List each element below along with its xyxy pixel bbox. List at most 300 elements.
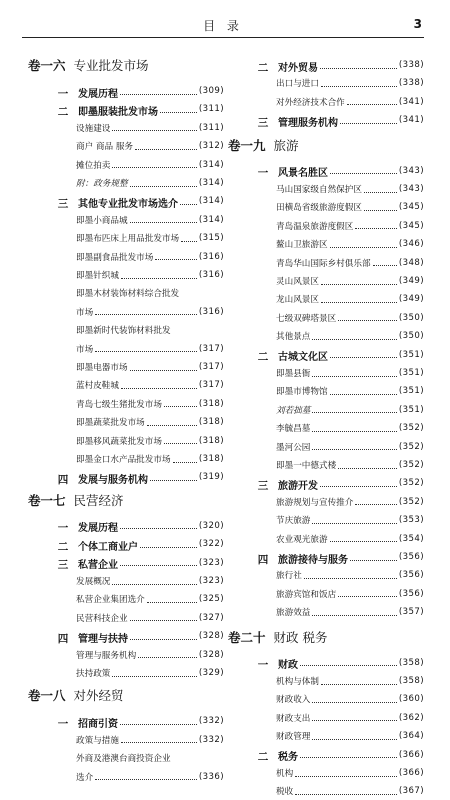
dot-leader: [95, 314, 197, 315]
subsection-title: 即墨金口水产品批发市场: [76, 455, 171, 465]
subsection-title: 鳌山卫旅游区: [276, 240, 328, 251]
subsection-entry: [228, 530, 424, 548]
subsection-title: 出口与进口: [276, 79, 319, 90]
subsection-entry: [228, 690, 424, 708]
page-ref: (352): [398, 423, 424, 434]
section-label: [228, 161, 328, 180]
subsection-title: 旅游宾馆和饭店: [276, 589, 337, 600]
page-ref: (322): [198, 539, 224, 550]
volume-title: 专业批发市场: [73, 58, 149, 73]
page-ref: (356): [398, 588, 424, 599]
subsection-title: 即墨电器市场: [76, 363, 128, 373]
page-ref: (346): [398, 239, 424, 250]
dot-leader: [321, 684, 397, 685]
section-title: 管理与扶持: [78, 633, 128, 645]
dot-leader: [120, 528, 197, 529]
subsection-title: 即墨移风蔬菜批发市场: [76, 436, 162, 447]
page-ref: (351): [398, 368, 424, 378]
subsection-entry: [28, 229, 224, 247]
section-label: [28, 100, 158, 119]
dot-leader: [147, 425, 197, 426]
dot-leader: [130, 639, 197, 640]
section-entry: [28, 712, 224, 730]
subsection-entry: [28, 590, 224, 608]
page-ref: (349): [398, 294, 424, 305]
subsection-title: 税收: [276, 787, 294, 798]
section-number: 三: [57, 197, 69, 210]
dot-leader: [130, 222, 197, 223]
subsection-entry: [228, 566, 424, 584]
page-ref: (351): [398, 404, 424, 415]
subsection-entry: [228, 401, 424, 419]
section-number: 一: [257, 167, 269, 180]
dot-leader: [321, 302, 397, 303]
page-ref: (317): [198, 362, 224, 372]
section-title: 发展历程: [78, 88, 118, 100]
subsection-title: 农业观光旅游: [276, 534, 328, 545]
page-title: 目 录: [203, 19, 243, 33]
dot-leader: [121, 278, 197, 279]
dot-leader: [95, 351, 197, 352]
dot-leader: [164, 443, 197, 444]
dot-leader: [130, 186, 197, 187]
section-title: 风景名胜区: [278, 168, 328, 180]
page-ref: (318): [198, 435, 224, 446]
section-label: [28, 516, 118, 535]
subsection-entry: [228, 74, 424, 92]
subsection-title: 青岛七级生猪批发市场: [76, 399, 162, 410]
section-label: [228, 474, 318, 493]
subsection-title: 扶持政策: [76, 669, 111, 679]
page-ref: (314): [198, 214, 224, 225]
subsection-entry: [28, 358, 224, 376]
subsection-title: 市场: [76, 307, 94, 318]
section-number: 二: [257, 351, 269, 364]
volume-heading: [28, 491, 224, 509]
subsection-entry: [228, 235, 424, 253]
section-entry: [28, 468, 224, 486]
page-ref: (311): [198, 122, 224, 133]
page-ref: (345): [398, 220, 424, 231]
subsection-title: 附：政务规整: [76, 179, 128, 189]
page-ref: (332): [198, 734, 224, 745]
subsection-title: 摊位拍卖: [76, 160, 111, 171]
dot-leader: [330, 357, 397, 358]
subsection-title: 机构与体制: [276, 677, 319, 687]
subsection-title: 蓝村皮鞋城: [76, 381, 119, 392]
page-ref: (314): [198, 178, 224, 188]
dot-leader: [95, 779, 197, 780]
dot-leader: [347, 104, 397, 105]
subsection-entry: [28, 432, 224, 450]
page-ref: (351): [398, 349, 424, 360]
page-ref: (349): [398, 276, 424, 286]
page-ref: (320): [198, 520, 224, 531]
page-ref: (316): [198, 251, 224, 262]
page-ref: (348): [398, 257, 424, 268]
section-label: [228, 56, 318, 75]
subsection-title: 市场: [76, 344, 94, 355]
volume-label: 卷一九 旅游: [228, 137, 299, 153]
subsection-entry: [28, 768, 224, 786]
section-number: 三: [257, 479, 269, 492]
dot-leader: [138, 657, 197, 658]
subsection-title: 青岛华山国际乡村俱乐部: [276, 258, 371, 269]
page-ref: (352): [398, 496, 424, 507]
subsection-entry: [228, 493, 424, 511]
dot-leader: [300, 665, 397, 666]
page-ref: (360): [398, 694, 424, 705]
page-ref: (367): [398, 786, 424, 797]
dot-leader: [338, 320, 397, 321]
section-number: 二: [57, 105, 69, 118]
page-ref: (358): [398, 657, 424, 668]
section-number: 四: [257, 553, 269, 566]
dot-leader: [112, 676, 197, 677]
subsection-entry: [228, 456, 424, 474]
section-number: 二: [57, 540, 69, 553]
dot-leader: [330, 173, 397, 174]
dot-leader: [155, 259, 197, 260]
page-ref: (309): [198, 86, 224, 96]
section-title: 发展历程: [78, 523, 118, 535]
page-ref: (318): [198, 398, 224, 409]
dot-leader: [364, 192, 397, 193]
subsection-title: 即墨蔬菜批发市场: [76, 418, 145, 429]
section-entry: [228, 548, 424, 566]
subsection-entry: [228, 438, 424, 456]
dot-leader: [321, 284, 397, 285]
section-title: 招商引资: [78, 718, 118, 730]
dot-leader: [121, 742, 197, 743]
page-ref: (319): [198, 472, 224, 483]
dot-leader: [330, 394, 397, 395]
section-title: 对外贸易: [278, 62, 318, 74]
subsection-title: 李毓昌墓: [276, 424, 311, 435]
subsection-entry: [28, 413, 224, 431]
section-entry: [228, 474, 424, 492]
subsection-entry: [228, 290, 424, 308]
volume-title: 民营经济: [73, 492, 124, 508]
section-label: [228, 548, 348, 567]
subsection-title: 即墨市博物馆: [276, 387, 328, 398]
page-ref: (357): [398, 607, 424, 618]
section-number: 二: [257, 751, 269, 764]
subsection-title: 机构: [276, 769, 294, 779]
page-ref: (350): [398, 331, 424, 342]
dot-leader: [160, 112, 197, 113]
page-ref: (354): [398, 533, 424, 544]
section-number: 四: [57, 632, 69, 645]
dot-leader: [350, 560, 397, 561]
page-ref: (338): [398, 60, 424, 70]
dot-leader: [312, 412, 397, 413]
subsection-entry: [28, 119, 224, 137]
subsection-entry: [228, 272, 424, 290]
subsection-entry: [228, 709, 424, 727]
dot-leader: [338, 468, 397, 469]
section-number: 三: [257, 116, 269, 129]
subsection-title: 外商及港澳台商投资企业: [76, 754, 171, 765]
subsection-title: 即墨新时代装饰材料批发: [76, 326, 171, 337]
subsection-entry: [28, 340, 224, 358]
section-entry: [28, 554, 224, 572]
dot-leader: [304, 578, 397, 579]
subsection-title: 刘若拙墓: [276, 405, 311, 416]
page-ref: (318): [198, 454, 224, 464]
page-ref: (353): [398, 515, 424, 526]
section-entry: [228, 346, 424, 364]
dot-leader: [181, 241, 197, 242]
section-entry: [228, 162, 424, 180]
dot-leader: [112, 584, 197, 585]
section-entry: [28, 535, 224, 553]
page-ref: (336): [198, 771, 224, 782]
page-ref: (325): [198, 594, 224, 605]
section-entry: [28, 192, 224, 210]
page-ref: (316): [198, 270, 224, 280]
subsection-entry: [228, 603, 424, 621]
dot-leader: [312, 339, 397, 340]
subsection-entry: [28, 211, 224, 229]
dot-leader: [180, 204, 197, 205]
page-ref: (343): [398, 184, 424, 194]
section-entry: [228, 654, 424, 672]
section-label: [28, 192, 178, 211]
subsection-title: 即墨针织城: [76, 271, 119, 281]
dot-leader: [373, 265, 397, 266]
section-title: 个体工商业户: [78, 541, 138, 553]
dot-leader: [312, 702, 397, 703]
page-ref: (329): [198, 668, 224, 678]
page-ref: (328): [198, 649, 224, 660]
dot-leader: [320, 68, 397, 69]
volume-title: 旅游: [273, 137, 299, 153]
subsection-entry: [228, 180, 424, 198]
page-header: [22, 16, 424, 38]
dot-leader: [312, 431, 397, 432]
volume-heading: [228, 136, 424, 154]
page-ref: (366): [398, 768, 424, 778]
subsection-entry: [28, 156, 224, 174]
subsection-title: 田横岛省级旅游度假区: [276, 203, 362, 214]
page-ref: (312): [198, 141, 224, 152]
dot-leader: [320, 486, 397, 487]
volume-label: 卷一八 对外经贸: [28, 688, 124, 704]
subsection-entry: [228, 217, 424, 235]
section-title: 旅游开发: [278, 480, 318, 492]
page-ref: (366): [398, 749, 424, 760]
section-title: 即墨服装批发市场: [78, 106, 158, 118]
volume-label: 卷一七 民营经济: [28, 492, 124, 508]
section-title: 旅游接待与服务: [278, 554, 348, 566]
subsection-title: 即墨小商品城: [76, 215, 128, 226]
subsection-title: 财政管理: [276, 732, 311, 743]
subsection-title: 灵山风景区: [276, 277, 319, 287]
page-ref: (356): [398, 552, 424, 562]
subsection-entry: [228, 254, 424, 272]
section-label: [28, 553, 118, 572]
subsection-entry: [28, 572, 224, 590]
page-ref: (314): [198, 159, 224, 170]
section-label: [228, 345, 328, 364]
dot-leader: [338, 596, 397, 597]
subsection-title: 青岛温泉旅游度假区: [276, 221, 354, 232]
subsection-entry: [228, 511, 424, 529]
page-ref: (343): [398, 165, 424, 176]
subsection-title: 民营科技企业: [76, 613, 128, 624]
section-entry: [228, 746, 424, 764]
dot-leader: [312, 523, 397, 524]
subsection-entry: [28, 609, 224, 627]
subsection-title: 选介: [76, 772, 94, 783]
dot-leader: [112, 167, 197, 168]
subsection-title: 私营企业集团选介: [76, 595, 145, 606]
page-ref: (318): [198, 417, 224, 428]
section-title: 管理服务机构: [278, 117, 338, 129]
section-label: [28, 627, 128, 646]
dot-leader: [120, 94, 197, 95]
volume-title: 财政 税务: [273, 629, 328, 645]
dot-leader: [130, 620, 197, 621]
dot-leader: [150, 480, 197, 481]
subsection-title: 即墨副食品批发市场: [76, 252, 154, 263]
dot-leader: [340, 123, 397, 124]
dot-leader: [312, 615, 397, 616]
dot-leader: [330, 247, 397, 248]
dot-leader: [120, 565, 197, 566]
page-ref: (317): [198, 343, 224, 354]
dot-leader: [312, 449, 397, 450]
page-ref: (311): [198, 104, 224, 115]
subsection-entry: [228, 727, 424, 745]
section-number: 一: [57, 87, 69, 100]
section-title: 财政: [278, 660, 298, 672]
section-entry: [28, 82, 224, 100]
dot-leader: [130, 370, 197, 371]
section-entry: [228, 111, 424, 129]
section-label: [28, 712, 118, 731]
subsection-title: 旅游效益: [276, 608, 311, 619]
subsection-entry: [28, 174, 224, 192]
subsection-entry: [28, 266, 224, 284]
page-ref: (323): [198, 557, 224, 568]
subsection-entry: [228, 364, 424, 382]
dot-leader: [364, 210, 397, 211]
subsection-title: 即墨县衙: [276, 369, 311, 379]
page-ref: (352): [398, 478, 424, 489]
section-entry: [28, 627, 224, 645]
subsection-entry: [28, 248, 224, 266]
dot-leader: [330, 541, 397, 542]
subsection-title: 其他景点: [276, 332, 311, 343]
page-ref: (327): [198, 612, 224, 623]
dot-leader: [164, 406, 197, 407]
volume-heading: [228, 628, 424, 646]
subsection-title: 即墨布匹床上用品批发市场: [76, 234, 180, 245]
page-ref: (316): [198, 306, 224, 317]
dot-leader: [140, 547, 197, 548]
section-label: [228, 111, 338, 130]
subsection-title: 政策与措施: [76, 735, 119, 746]
page-ref: (350): [398, 312, 424, 323]
subsection-entry: [28, 321, 224, 339]
section-title: 税务: [278, 752, 298, 764]
section-number: 一: [57, 717, 69, 730]
subsection-entry: [228, 198, 424, 216]
dot-leader: [135, 149, 197, 150]
subsection-entry: [228, 585, 424, 603]
subsection-entry: [28, 395, 224, 413]
page-ref: (362): [398, 712, 424, 723]
section-number: 一: [257, 659, 269, 672]
subsection-entry: [228, 782, 424, 800]
page-ref: (341): [398, 96, 424, 107]
dot-leader: [112, 130, 197, 131]
dot-leader: [147, 602, 197, 603]
volume-label: 卷一六 专业批发市场: [28, 58, 149, 73]
subsection-entry: [28, 646, 224, 664]
page-ref: (314): [198, 196, 224, 207]
subsection-title: 七级双碑塔景区: [276, 313, 337, 324]
section-label: [28, 535, 138, 554]
dot-leader: [295, 776, 397, 777]
subsection-entry: [28, 137, 224, 155]
page-ref: (328): [198, 631, 224, 642]
section-title: 发展与服务机构: [78, 474, 148, 486]
subsection-title: 商户 商品 服务: [76, 142, 134, 153]
subsection-entry: [28, 731, 224, 749]
subsection-title: 墨河公园: [276, 442, 311, 453]
subsection-title: 节庆旅游: [276, 516, 311, 527]
subsection-title: 管理与服务机构: [76, 650, 137, 661]
subsection-entry: [28, 284, 224, 302]
dot-leader: [295, 794, 397, 795]
subsection-entry: [228, 672, 424, 690]
dot-leader: [120, 724, 197, 725]
subsection-entry: [28, 749, 224, 767]
page-ref: (332): [198, 716, 224, 727]
dot-leader: [355, 504, 397, 505]
subsection-entry: [228, 327, 424, 345]
section-entry: [28, 100, 224, 118]
page-number: 3: [413, 17, 422, 31]
subsection-entry: [228, 93, 424, 111]
dot-leader: [173, 462, 197, 463]
subsection-title: 旅行社: [276, 571, 302, 582]
page-ref: (317): [198, 380, 224, 391]
subsection-title: 设施建设: [76, 123, 111, 134]
page-ref: (341): [398, 115, 424, 126]
section-label: [28, 82, 118, 101]
dot-leader: [312, 376, 397, 377]
section-title: 私营企业: [78, 560, 118, 572]
page-ref: (352): [398, 441, 424, 452]
dot-leader: [321, 86, 397, 87]
dot-leader: [121, 388, 197, 389]
dot-leader: [300, 757, 397, 758]
section-number: 四: [57, 473, 69, 486]
subsection-entry: [228, 382, 424, 400]
page-ref: (352): [398, 460, 424, 470]
subsection-entry: [28, 450, 224, 468]
section-number: 三: [57, 559, 69, 572]
section-entry: [228, 56, 424, 74]
page-ref: (345): [398, 202, 424, 213]
subsection-title: 马山国家级自然保护区: [276, 185, 362, 195]
subsection-title: 对外经济技术合作: [276, 97, 345, 108]
section-title: 其他专业批发市场选介: [78, 198, 178, 210]
